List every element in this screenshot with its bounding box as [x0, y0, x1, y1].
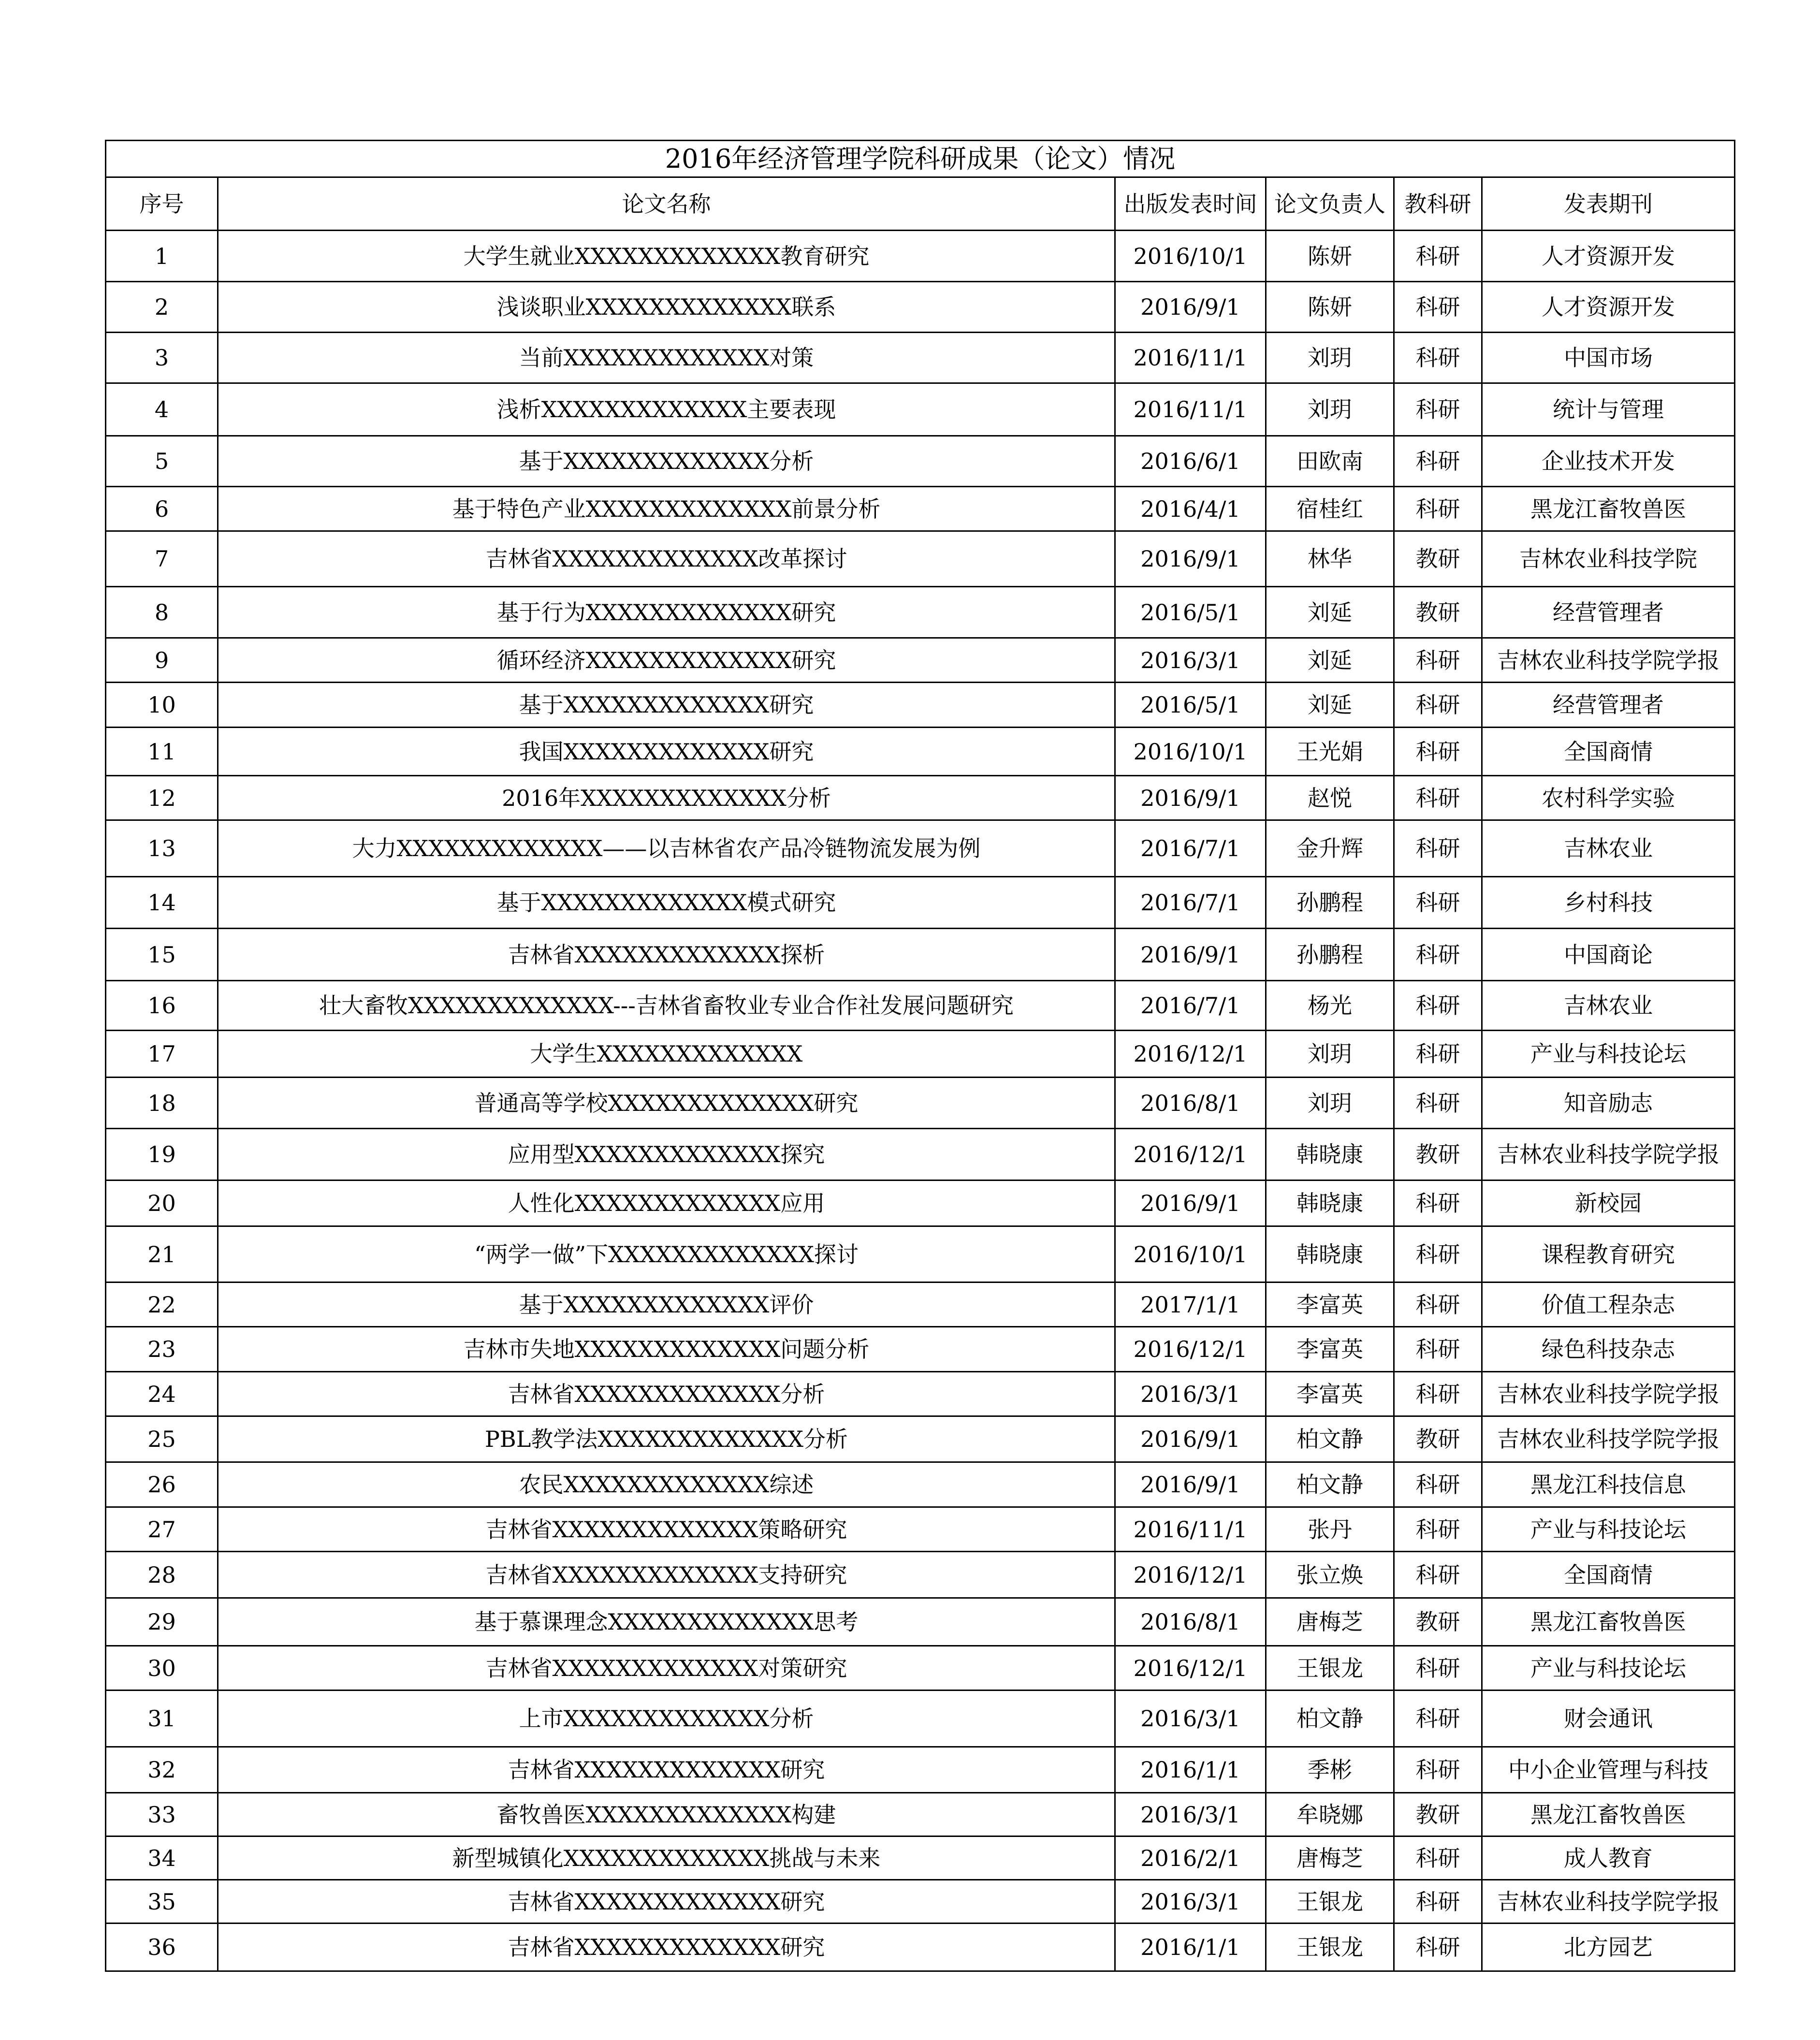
cell-author: 刘延 [1266, 683, 1394, 728]
cell-journal: 黑龙江畜牧兽医 [1482, 1598, 1735, 1646]
cell-paper-title: 吉林省XXXXXXXXXXXXX对策研究 [218, 1646, 1115, 1690]
cell-category: 科研 [1394, 820, 1482, 877]
cell-publish-date: 2016/3/1 [1115, 1372, 1266, 1416]
cell-author: 牟晓娜 [1266, 1793, 1394, 1836]
cell-paper-title: 吉林省XXXXXXXXXXXXX支持研究 [218, 1552, 1115, 1598]
table-row [106, 1690, 1735, 1747]
cell-paper-title: 基于行为XXXXXXXXXXXXX研究 [218, 587, 1115, 638]
cell-journal: 新校园 [1482, 1180, 1735, 1226]
cell-publish-date: 2016/12/1 [1115, 1327, 1266, 1372]
cell-category: 科研 [1394, 1747, 1482, 1793]
cell-journal: 北方园艺 [1482, 1923, 1735, 1971]
cell-publish-date: 2016/10/1 [1115, 1226, 1266, 1282]
cell-publish-date: 2016/9/1 [1115, 282, 1266, 333]
table-row [106, 1416, 1735, 1462]
col-header-journal: 发表期刊 [1482, 177, 1735, 231]
cell-category: 科研 [1394, 728, 1482, 776]
cell-category: 教研 [1394, 1793, 1482, 1836]
cell-paper-title: 吉林省XXXXXXXXXXXXX探析 [218, 929, 1115, 981]
cell-category: 科研 [1394, 981, 1482, 1031]
cell-paper-title: 吉林省XXXXXXXXXXXXX策略研究 [218, 1507, 1115, 1552]
col-header-category: 教科研 [1394, 177, 1482, 231]
table-row [106, 1078, 1735, 1129]
cell-category: 科研 [1394, 1078, 1482, 1129]
table-row [106, 877, 1735, 929]
cell-publish-date: 2016/12/1 [1115, 1646, 1266, 1690]
cell-index: 14 [106, 877, 218, 929]
cell-category: 科研 [1394, 1507, 1482, 1552]
cell-journal: 产业与科技论坛 [1482, 1646, 1735, 1690]
cell-paper-title: 大力XXXXXXXXXXXXX——以吉林省农产品冷链物流发展为例 [218, 820, 1115, 877]
table-row [106, 1836, 1735, 1880]
cell-category: 科研 [1394, 1923, 1482, 1971]
cell-category: 教研 [1394, 1416, 1482, 1462]
table-row [106, 1282, 1735, 1327]
cell-category: 科研 [1394, 1836, 1482, 1880]
cell-index: 32 [106, 1747, 218, 1793]
cell-author: 刘玥 [1266, 333, 1394, 383]
cell-category: 科研 [1394, 1690, 1482, 1747]
cell-paper-title: 吉林省XXXXXXXXXXXXX研究 [218, 1880, 1115, 1923]
cell-paper-title: 人性化XXXXXXXXXXXXX应用 [218, 1180, 1115, 1226]
cell-author: 李富英 [1266, 1372, 1394, 1416]
cell-publish-date: 2016/4/1 [1115, 487, 1266, 531]
table-row [106, 231, 1735, 282]
cell-journal: 吉林农业科技学院学报 [1482, 1129, 1735, 1180]
cell-category: 教研 [1394, 587, 1482, 638]
cell-publish-date: 2016/2/1 [1115, 1836, 1266, 1880]
cell-author: 李富英 [1266, 1282, 1394, 1327]
cell-category: 科研 [1394, 1880, 1482, 1923]
cell-index: 2 [106, 282, 218, 333]
cell-publish-date: 2016/12/1 [1115, 1031, 1266, 1078]
cell-index: 16 [106, 981, 218, 1031]
table-row [106, 383, 1735, 436]
cell-journal: 中国商论 [1482, 929, 1735, 981]
cell-index: 26 [106, 1462, 218, 1507]
cell-journal: 知音励志 [1482, 1078, 1735, 1129]
table-row [106, 1180, 1735, 1226]
cell-index: 9 [106, 638, 218, 683]
cell-category: 科研 [1394, 436, 1482, 487]
table-row [106, 436, 1735, 487]
cell-journal: 黑龙江科技信息 [1482, 1462, 1735, 1507]
cell-journal: 黑龙江畜牧兽医 [1482, 1793, 1735, 1836]
cell-journal: 吉林农业科技学院学报 [1482, 1416, 1735, 1462]
cell-publish-date: 2016/3/1 [1115, 638, 1266, 683]
table-row [106, 1598, 1735, 1646]
cell-category: 科研 [1394, 929, 1482, 981]
cell-author: 韩晓康 [1266, 1180, 1394, 1226]
cell-publish-date: 2016/10/1 [1115, 728, 1266, 776]
cell-paper-title: 我国XXXXXXXXXXXXX研究 [218, 728, 1115, 776]
cell-category: 科研 [1394, 383, 1482, 436]
cell-journal: 成人教育 [1482, 1836, 1735, 1880]
table-row [106, 820, 1735, 877]
cell-journal: 吉林农业 [1482, 820, 1735, 877]
cell-journal: 黑龙江畜牧兽医 [1482, 487, 1735, 531]
cell-author: 唐梅芝 [1266, 1598, 1394, 1646]
cell-publish-date: 2016/6/1 [1115, 436, 1266, 487]
table-row [106, 1552, 1735, 1598]
table-row [106, 333, 1735, 383]
cell-category: 科研 [1394, 638, 1482, 683]
cell-paper-title: 浅析XXXXXXXXXXXXX主要表现 [218, 383, 1115, 436]
cell-journal: 吉林农业科技学院学报 [1482, 1880, 1735, 1923]
cell-journal: 吉林农业科技学院学报 [1482, 1372, 1735, 1416]
cell-paper-title: 吉林省XXXXXXXXXXXXX研究 [218, 1923, 1115, 1971]
cell-index: 12 [106, 776, 218, 820]
table-row [106, 1747, 1735, 1793]
table-row [106, 282, 1735, 333]
cell-index: 25 [106, 1416, 218, 1462]
table-row [106, 1507, 1735, 1552]
cell-category: 科研 [1394, 333, 1482, 383]
cell-author: 王银龙 [1266, 1923, 1394, 1971]
cell-index: 23 [106, 1327, 218, 1372]
cell-paper-title: PBL教学法XXXXXXXXXXXXX分析 [218, 1416, 1115, 1462]
cell-journal: 统计与管理 [1482, 383, 1735, 436]
cell-category: 科研 [1394, 1226, 1482, 1282]
cell-paper-title: 基于XXXXXXXXXXXXX评价 [218, 1282, 1115, 1327]
cell-index: 18 [106, 1078, 218, 1129]
cell-author: 柏文静 [1266, 1462, 1394, 1507]
cell-index: 5 [106, 436, 218, 487]
cell-paper-title: 上市XXXXXXXXXXXXX分析 [218, 1690, 1115, 1747]
table-row [106, 929, 1735, 981]
table-row [106, 531, 1735, 587]
header-row [106, 177, 1735, 231]
cell-journal: 课程教育研究 [1482, 1226, 1735, 1282]
cell-publish-date: 2016/11/1 [1115, 333, 1266, 383]
cell-publish-date: 2016/3/1 [1115, 1880, 1266, 1923]
cell-publish-date: 2016/7/1 [1115, 981, 1266, 1031]
cell-category: 科研 [1394, 1552, 1482, 1598]
cell-index: 34 [106, 1836, 218, 1880]
cell-paper-title: 循环经济XXXXXXXXXXXXX研究 [218, 638, 1115, 683]
cell-index: 24 [106, 1372, 218, 1416]
cell-author: 孙鹏程 [1266, 929, 1394, 981]
cell-author: 韩晓康 [1266, 1226, 1394, 1282]
cell-publish-date: 2016/1/1 [1115, 1923, 1266, 1971]
cell-author: 刘玥 [1266, 1031, 1394, 1078]
cell-publish-date: 2016/8/1 [1115, 1078, 1266, 1129]
cell-index: 6 [106, 487, 218, 531]
cell-author: 杨光 [1266, 981, 1394, 1031]
cell-paper-title: 基于XXXXXXXXXXXXX分析 [218, 436, 1115, 487]
table-row [106, 638, 1735, 683]
cell-index: 30 [106, 1646, 218, 1690]
cell-paper-title: 应用型XXXXXXXXXXXXX探究 [218, 1129, 1115, 1180]
cell-author: 王银龙 [1266, 1880, 1394, 1923]
cell-index: 21 [106, 1226, 218, 1282]
table-row [106, 1129, 1735, 1180]
cell-category: 科研 [1394, 1462, 1482, 1507]
cell-author: 张丹 [1266, 1507, 1394, 1552]
cell-category: 科研 [1394, 683, 1482, 728]
cell-author: 刘延 [1266, 638, 1394, 683]
cell-index: 4 [106, 383, 218, 436]
cell-category: 科研 [1394, 1031, 1482, 1078]
cell-index: 28 [106, 1552, 218, 1598]
col-header-author: 论文负责人 [1266, 177, 1394, 231]
cell-publish-date: 2016/7/1 [1115, 877, 1266, 929]
table-row [106, 587, 1735, 638]
cell-publish-date: 2016/7/1 [1115, 820, 1266, 877]
cell-author: 柏文静 [1266, 1690, 1394, 1747]
cell-author: 赵悦 [1266, 776, 1394, 820]
cell-publish-date: 2016/11/1 [1115, 1507, 1266, 1552]
cell-index: 10 [106, 683, 218, 728]
cell-author: 林华 [1266, 531, 1394, 587]
cell-journal: 价值工程杂志 [1482, 1282, 1735, 1327]
cell-paper-title: 普通高等学校XXXXXXXXXXXXX研究 [218, 1078, 1115, 1129]
cell-journal: 吉林农业科技学院学报 [1482, 638, 1735, 683]
cell-journal: 全国商情 [1482, 1552, 1735, 1598]
cell-journal: 产业与科技论坛 [1482, 1507, 1735, 1552]
cell-category: 科研 [1394, 231, 1482, 282]
cell-journal: 经营管理者 [1482, 587, 1735, 638]
cell-publish-date: 2016/1/1 [1115, 1747, 1266, 1793]
cell-journal: 中小企业管理与科技 [1482, 1747, 1735, 1793]
col-header-paper-title: 论文名称 [218, 177, 1115, 231]
cell-journal: 产业与科技论坛 [1482, 1031, 1735, 1078]
cell-paper-title: 基于特色产业XXXXXXXXXXXXX前景分析 [218, 487, 1115, 531]
cell-publish-date: 2016/12/1 [1115, 1129, 1266, 1180]
cell-publish-date: 2016/3/1 [1115, 1690, 1266, 1747]
table-row [106, 1462, 1735, 1507]
table-row [106, 728, 1735, 776]
cell-publish-date: 2016/9/1 [1115, 929, 1266, 981]
cell-index: 11 [106, 728, 218, 776]
cell-paper-title: 吉林省XXXXXXXXXXXXX分析 [218, 1372, 1115, 1416]
cell-index: 22 [106, 1282, 218, 1327]
cell-category: 科研 [1394, 877, 1482, 929]
cell-index: 13 [106, 820, 218, 877]
cell-paper-title: 农民XXXXXXXXXXXXX综述 [218, 1462, 1115, 1507]
cell-category: 科研 [1394, 776, 1482, 820]
cell-index: 31 [106, 1690, 218, 1747]
cell-publish-date: 2017/1/1 [1115, 1282, 1266, 1327]
cell-journal: 农村科学实验 [1482, 776, 1735, 820]
table-row [106, 1880, 1735, 1923]
cell-index: 33 [106, 1793, 218, 1836]
cell-index: 3 [106, 333, 218, 383]
cell-author: 宿桂红 [1266, 487, 1394, 531]
cell-publish-date: 2016/3/1 [1115, 1793, 1266, 1836]
cell-category: 教研 [1394, 1129, 1482, 1180]
cell-index: 8 [106, 587, 218, 638]
cell-paper-title: 2016年XXXXXXXXXXXXX分析 [218, 776, 1115, 820]
cell-author: 陈妍 [1266, 282, 1394, 333]
cell-publish-date: 2016/9/1 [1115, 1462, 1266, 1507]
table-row [106, 1372, 1735, 1416]
cell-author: 李富英 [1266, 1327, 1394, 1372]
cell-author: 刘玥 [1266, 1078, 1394, 1129]
cell-paper-title: 当前XXXXXXXXXXXXX对策 [218, 333, 1115, 383]
cell-paper-title: 壮大畜牧XXXXXXXXXXXXX---吉林省畜牧业专业合作社发展问题研究 [218, 981, 1115, 1031]
cell-author: 田欧南 [1266, 436, 1394, 487]
table-row [106, 1923, 1735, 1971]
cell-paper-title: 畜牧兽医XXXXXXXXXXXXX构建 [218, 1793, 1115, 1836]
cell-publish-date: 2016/11/1 [1115, 383, 1266, 436]
cell-author: 季彬 [1266, 1747, 1394, 1793]
cell-publish-date: 2016/9/1 [1115, 1180, 1266, 1226]
cell-author: 孙鹏程 [1266, 877, 1394, 929]
sheet-title: 2016年经济管理学院科研成果（论文）情况 [106, 141, 1735, 177]
cell-index: 35 [106, 1880, 218, 1923]
table-row [106, 487, 1735, 531]
cell-publish-date: 2016/9/1 [1115, 1416, 1266, 1462]
papers-table [105, 140, 1735, 1972]
cell-author: 刘玥 [1266, 383, 1394, 436]
table-row [106, 1646, 1735, 1690]
table-row [106, 1226, 1735, 1282]
table-row [106, 683, 1735, 728]
cell-paper-title: 浅谈职业XXXXXXXXXXXXX联系 [218, 282, 1115, 333]
cell-index: 19 [106, 1129, 218, 1180]
table-row [106, 776, 1735, 820]
cell-journal: 中国市场 [1482, 333, 1735, 383]
table-row [106, 981, 1735, 1031]
cell-journal: 全国商情 [1482, 728, 1735, 776]
table-row [106, 1793, 1735, 1836]
table-row [106, 1327, 1735, 1372]
cell-index: 15 [106, 929, 218, 981]
cell-journal: 经营管理者 [1482, 683, 1735, 728]
cell-paper-title: 大学生XXXXXXXXXXXXX [218, 1031, 1115, 1078]
cell-journal: 企业技术开发 [1482, 436, 1735, 487]
cell-category: 科研 [1394, 1327, 1482, 1372]
cell-category: 科研 [1394, 1372, 1482, 1416]
cell-paper-title: 基于XXXXXXXXXXXXX模式研究 [218, 877, 1115, 929]
cell-index: 7 [106, 531, 218, 587]
cell-author: 王银龙 [1266, 1646, 1394, 1690]
cell-author: 柏文静 [1266, 1416, 1394, 1462]
cell-journal: 人才资源开发 [1482, 231, 1735, 282]
cell-index: 36 [106, 1923, 218, 1971]
cell-index: 1 [106, 231, 218, 282]
cell-publish-date: 2016/9/1 [1115, 531, 1266, 587]
cell-publish-date: 2016/10/1 [1115, 231, 1266, 282]
cell-journal: 人才资源开发 [1482, 282, 1735, 333]
cell-paper-title: 新型城镇化XXXXXXXXXXXXX挑战与未来 [218, 1836, 1115, 1880]
col-header-index: 序号 [106, 177, 218, 231]
cell-author: 刘延 [1266, 587, 1394, 638]
cell-author: 金升辉 [1266, 820, 1394, 877]
cell-author: 王光娟 [1266, 728, 1394, 776]
cell-publish-date: 2016/8/1 [1115, 1598, 1266, 1646]
cell-category: 科研 [1394, 1646, 1482, 1690]
cell-journal: 吉林农业科技学院 [1482, 531, 1735, 587]
col-header-publish-date: 出版发表时间 [1115, 177, 1266, 231]
cell-journal: 吉林农业 [1482, 981, 1735, 1031]
cell-author: 韩晓康 [1266, 1129, 1394, 1180]
cell-index: 29 [106, 1598, 218, 1646]
cell-paper-title: 基于慕课理念XXXXXXXXXXXXX思考 [218, 1598, 1115, 1646]
cell-paper-title: 吉林省XXXXXXXXXXXXX研究 [218, 1747, 1115, 1793]
cell-publish-date: 2016/9/1 [1115, 776, 1266, 820]
cell-paper-title: 大学生就业XXXXXXXXXXXXX教育研究 [218, 231, 1115, 282]
cell-author: 唐梅芝 [1266, 1836, 1394, 1880]
cell-index: 20 [106, 1180, 218, 1226]
cell-index: 27 [106, 1507, 218, 1552]
cell-publish-date: 2016/12/1 [1115, 1552, 1266, 1598]
cell-author: 张立焕 [1266, 1552, 1394, 1598]
cell-category: 科研 [1394, 1180, 1482, 1226]
cell-index: 17 [106, 1031, 218, 1078]
cell-category: 科研 [1394, 487, 1482, 531]
cell-journal: 乡村科技 [1482, 877, 1735, 929]
cell-paper-title: 吉林市失地XXXXXXXXXXXXX问题分析 [218, 1327, 1115, 1372]
cell-publish-date: 2016/5/1 [1115, 683, 1266, 728]
cell-publish-date: 2016/5/1 [1115, 587, 1266, 638]
cell-category: 科研 [1394, 1282, 1482, 1327]
table-row [106, 1031, 1735, 1078]
cell-category: 教研 [1394, 531, 1482, 587]
cell-paper-title: 基于XXXXXXXXXXXXX研究 [218, 683, 1115, 728]
cell-paper-title: 吉林省XXXXXXXXXXXXX改革探讨 [218, 531, 1115, 587]
cell-author: 陈妍 [1266, 231, 1394, 282]
cell-category: 科研 [1394, 282, 1482, 333]
cell-journal: 绿色科技杂志 [1482, 1327, 1735, 1372]
cell-journal: 财会通讯 [1482, 1690, 1735, 1747]
cell-category: 教研 [1394, 1598, 1482, 1646]
cell-paper-title: “两学一做”下XXXXXXXXXXXXX探讨 [218, 1226, 1115, 1282]
